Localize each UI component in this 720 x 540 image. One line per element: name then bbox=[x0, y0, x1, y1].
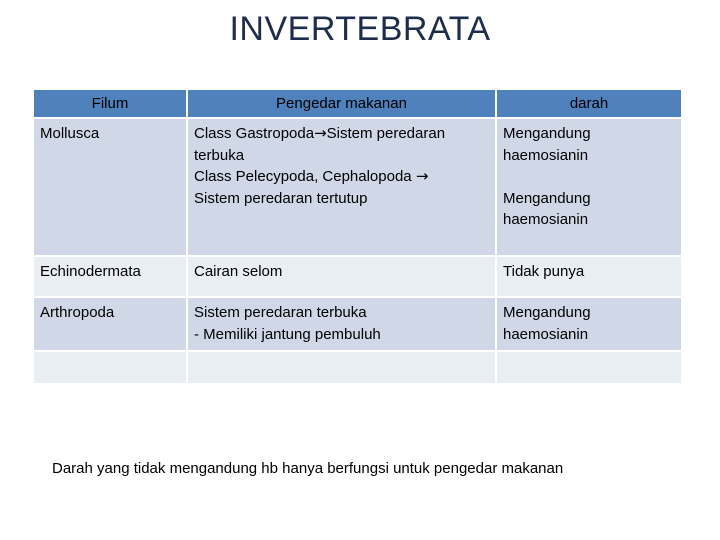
cell-line: terbuka bbox=[194, 146, 245, 164]
cell-line: Mengandung bbox=[503, 304, 591, 321]
cell-empty bbox=[34, 351, 187, 384]
table-row-empty bbox=[34, 351, 681, 384]
cell-line: Tidak punya bbox=[503, 263, 585, 280]
header-pengedar-makanan: Pengedar makanan bbox=[187, 90, 496, 118]
table-row bbox=[34, 118, 681, 256]
cell-line: Cairan selom bbox=[194, 263, 283, 280]
cell-line: - Memiliki jantung pembuluh bbox=[194, 325, 381, 343]
cell-darah bbox=[496, 256, 681, 297]
cell-pengedar bbox=[187, 256, 496, 297]
footnote: Darah yang tidak mengandung hb hanya berfungsi untuk pengedar makanan bbox=[52, 460, 564, 477]
cell-line: Mengandung bbox=[503, 125, 591, 142]
cell-line: Class Gastropoda→Sistem peredaran bbox=[194, 124, 446, 142]
cell-line: Class Pelecypoda, Cephalopoda → bbox=[194, 167, 429, 185]
cell-filum: Mollusca bbox=[34, 118, 187, 256]
cell-line: Sistem peredaran tertutup bbox=[194, 189, 368, 207]
cell-filum: Arthropoda bbox=[34, 297, 187, 351]
cell-darah bbox=[496, 297, 681, 351]
header-darah: darah bbox=[496, 90, 681, 118]
arrow-right-icon: → bbox=[415, 167, 429, 185]
table-row bbox=[34, 297, 681, 351]
cell-line: haemosianin bbox=[503, 211, 589, 228]
page-title: INVERTEBRATA bbox=[229, 10, 491, 48]
arrow-right-icon: → bbox=[314, 124, 327, 142]
cell-line: Mengandung bbox=[503, 189, 591, 207]
cell-pengedar bbox=[187, 297, 496, 351]
cell-filum: Echinodermata bbox=[34, 256, 187, 297]
cell-line: haemosianin bbox=[503, 325, 589, 343]
table-header-row bbox=[34, 90, 681, 118]
cell-empty bbox=[187, 351, 496, 384]
table-row bbox=[34, 256, 681, 297]
header-filum: Filum bbox=[34, 90, 187, 118]
invertebrata-table bbox=[34, 90, 681, 385]
cell-darah bbox=[496, 118, 681, 256]
cell-line: haemosianin bbox=[503, 146, 589, 164]
cell-empty bbox=[496, 351, 681, 384]
cell-line: Sistem peredaran terbuka bbox=[194, 304, 367, 321]
cell-pengedar bbox=[187, 118, 496, 256]
